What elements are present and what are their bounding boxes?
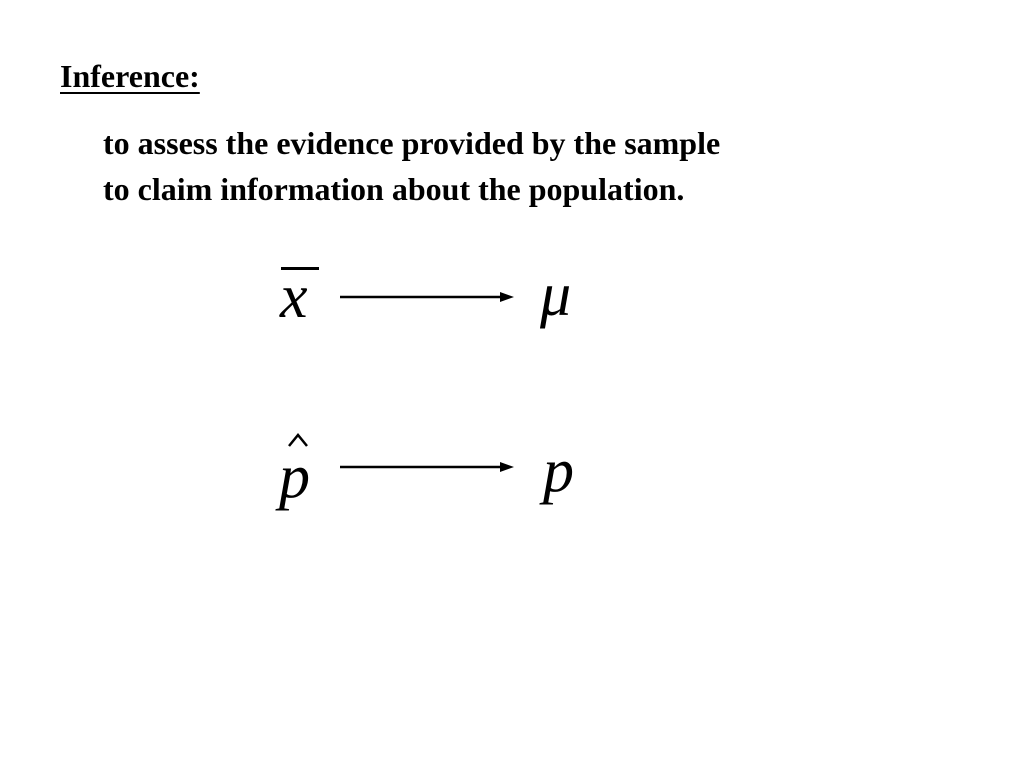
population-mean-symbol: μ [540, 261, 572, 329]
arrow-right-icon [340, 460, 514, 474]
sample-mean-symbol: x [280, 263, 308, 331]
body-line-2: to claim information about the population. [103, 171, 685, 207]
population-proportion-symbol: p [543, 437, 574, 505]
slide-body [103, 120, 720, 212]
body-line-1: to assess the evidence provided by the sample [103, 125, 721, 161]
slide-heading: Inference: [60, 58, 200, 94]
arrow-right-icon [340, 290, 514, 304]
sample-proportion-symbol: p [279, 443, 310, 511]
